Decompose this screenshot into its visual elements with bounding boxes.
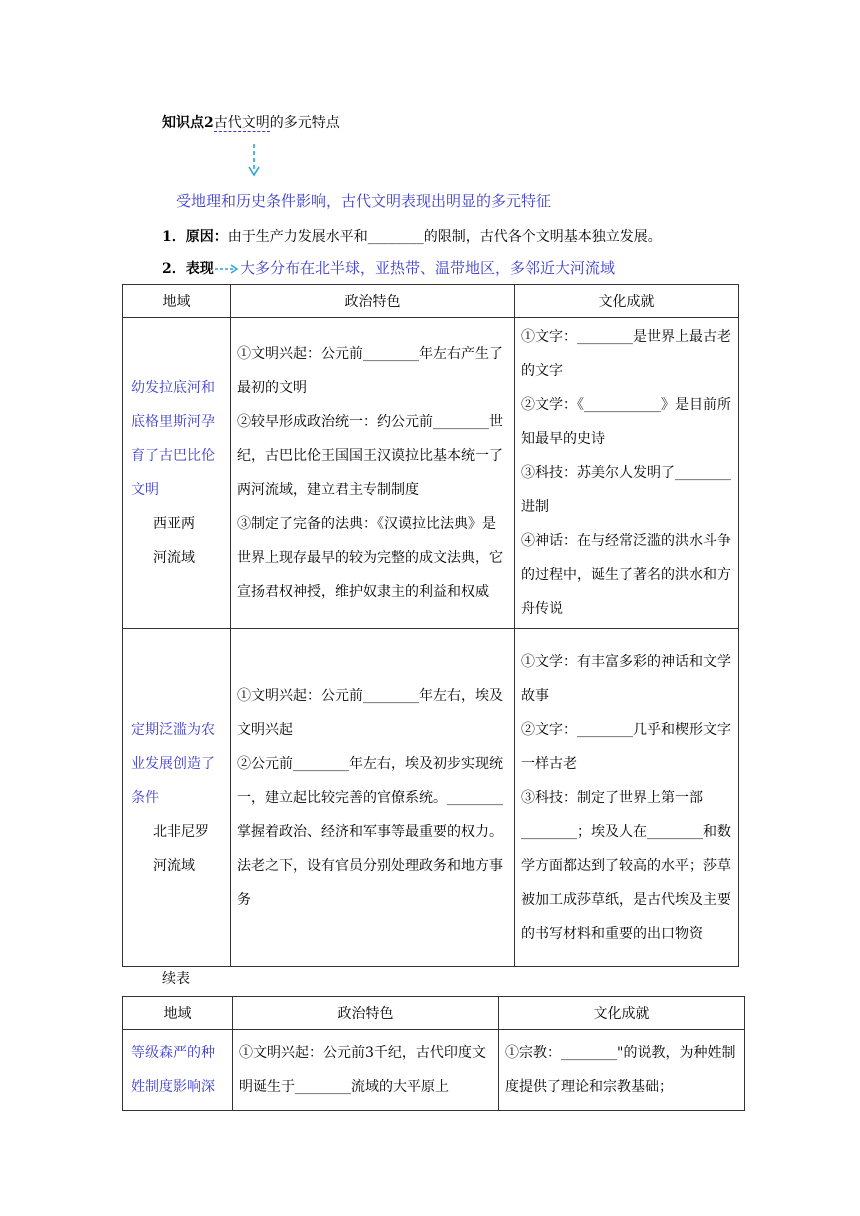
heading-prefix: 知识点2 xyxy=(162,115,214,131)
header-politics: 政治特色 xyxy=(231,285,515,318)
culture-cell xyxy=(499,1030,745,1111)
point-cause-label: 1．原因： xyxy=(162,229,228,245)
culture-item: ①文学：有丰富多彩的神话和文学故事 xyxy=(521,653,731,704)
civilization-table xyxy=(122,284,739,967)
table-header-row xyxy=(123,285,739,318)
table-header-row xyxy=(123,997,745,1030)
header-politics: 政治特色 xyxy=(233,997,499,1030)
culture-item: ④神话：在与经常泛滥的洪水斗争的过程中，诞生了著名的洪水和方舟传说 xyxy=(521,533,731,617)
culture-item: ②文学：《___________》是目前所知最早的史诗 xyxy=(521,397,731,447)
region-name: 河流域 xyxy=(153,550,195,566)
table-row xyxy=(123,629,739,967)
header-culture: 文化成就 xyxy=(499,997,745,1030)
region-cell xyxy=(123,629,231,967)
culture-item: ①文字：________是世界上最古老的文字 xyxy=(521,329,731,379)
region-note: 等级森严的种姓制度影响深 xyxy=(131,1045,215,1095)
politics-item: ①文明兴起：公元前________年左右，埃及文明兴起 xyxy=(237,687,503,738)
region-cell xyxy=(123,318,231,629)
culture-item: ②文字：________几乎和楔形文字一样古老 xyxy=(521,721,731,772)
region-name: 河流域 xyxy=(153,857,195,874)
politics-item: ①文明兴起：公元前3千纪，古代印度文明诞生于________流域的大平原上 xyxy=(239,1045,486,1095)
point-cause xyxy=(162,226,662,246)
politics-cell xyxy=(231,629,515,967)
culture-cell xyxy=(515,318,739,629)
politics-item: ②较早形成政治统一：约公元前________世纪，古巴比伦王国国王汉谟拉比基本统一了两河流域，建立君主专制制度 xyxy=(237,414,503,498)
dashed-arrow-icon xyxy=(246,142,262,178)
header-culture: 文化成就 xyxy=(515,285,739,318)
annotation-diversity: 受地理和历史条件影响，古代文明表现出明显的多元特征 xyxy=(176,192,552,210)
header-region: 地域 xyxy=(123,285,231,318)
politics-item: ①文明兴起：公元前________年左右产生了最初的文明 xyxy=(237,346,503,396)
region-note: 定期泛滥为农业发展创造了条件 xyxy=(131,721,215,806)
section-heading xyxy=(162,112,340,132)
header-region: 地域 xyxy=(123,997,233,1030)
heading-link: 古代文明 xyxy=(213,115,270,131)
culture-cell xyxy=(515,629,739,967)
politics-cell xyxy=(233,1030,499,1111)
politics-item: ③制定了完备的法典：《汉谟拉比法典》是世界上现存最早的较为完整的成文法典，它宣扬君权神授，维护奴隶主的利益和权威 xyxy=(237,516,503,600)
continued-label: 续表 xyxy=(162,971,190,987)
region-name: 西亚两 xyxy=(153,516,195,532)
culture-item: ①宗教：________"的说教，为种姓制度提供了理论和宗教基础； xyxy=(505,1045,736,1095)
point-cause-text: 由于生产力发展水平和________的限制，古代各个文明基本独立发展。 xyxy=(227,229,662,245)
table-row xyxy=(123,1030,745,1111)
culture-item: ③科技：制定了世界上第一部________；埃及人在________和数学方面都达到了较高的水平；莎草被加工成莎草纸，是古代埃及主要的书写材料和重要的出口物资 xyxy=(521,789,731,942)
table-row xyxy=(123,318,739,629)
annotation-distribution: 大多分布在北半球，亚热带、温带地区，多邻近大河流域 xyxy=(240,259,616,277)
region-cell xyxy=(123,1030,233,1111)
continued-table xyxy=(122,996,745,1111)
point-manifestation-label: 2．表现 xyxy=(162,261,214,277)
region-note: 幼发拉底河和底格里斯河孕育了古巴比伦文明 xyxy=(131,380,215,498)
region-name: 北非尼罗 xyxy=(153,823,209,840)
culture-item: ③科技：苏美尔人发明了________进制 xyxy=(521,465,731,515)
heading-suffix: 的多元特点 xyxy=(269,115,340,131)
politics-item: ②公元前________年左右，埃及初步实现统一，建立起比较完善的官僚系统。________掌握着政治、经济和军事等最重要的权力。法老之下，设有官员分别处理政务和地方事务 xyxy=(237,755,503,908)
dashed-arrow-right-icon xyxy=(214,262,240,276)
point-manifestation xyxy=(162,258,214,278)
politics-cell xyxy=(231,318,515,629)
